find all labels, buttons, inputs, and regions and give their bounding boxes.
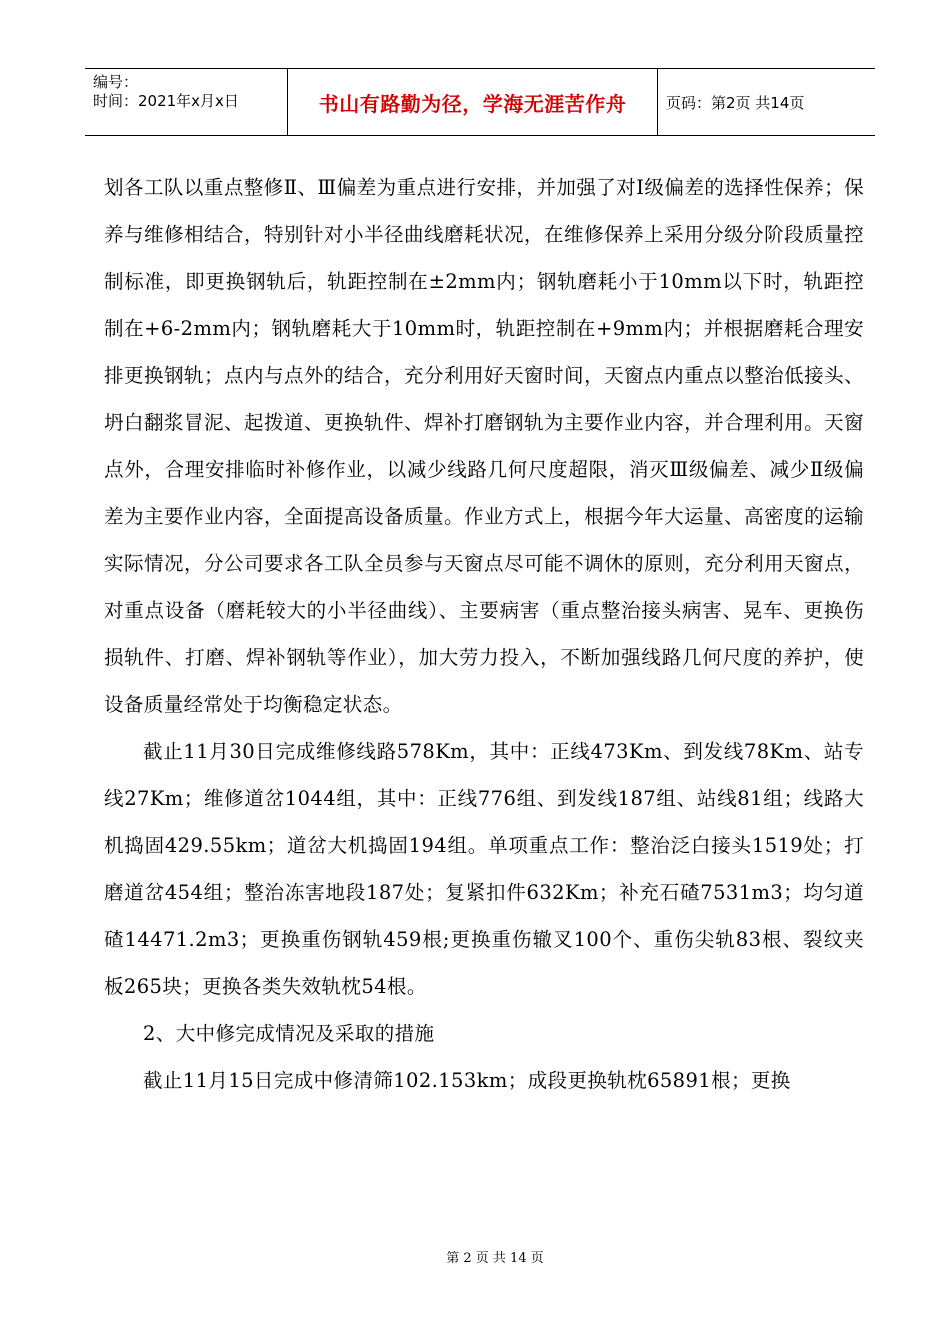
document-body — [104, 164, 864, 1104]
page-header — [85, 68, 875, 136]
header-meta — [85, 69, 288, 135]
page-footer: 第 2 页 共 14 页 — [446, 1251, 544, 1266]
header-page-info: 页码：第2页 共14页 — [666, 93, 805, 112]
paragraph-1: 划各工队以重点整修Ⅱ、Ⅲ偏差为重点进行安排，并加强了对Ⅰ级偏差的选择性保养；保养与维修相结合，特别针对小半径曲线磨耗状况，在维修保养上采用分级分阶段质量控制标准，即更换钢轨后，轨距控制在±2mm内；钢轨磨耗小于10mm以下时，轨距控制在+6-2mm内；钢轨磨耗大于10mm时，轨距控制在+9mm内；并根据磨耗合理安排更换钢轨；点内与点外的结合，充分利用好天窗时间，天窗点内重点以整治低接头、坍白翻浆冒泥、起拨道、更换轨件、焊补打磨钢轨为主要作业内容，并合理利用。天窗点外，合理安排临时补修作业，以减少线路几何尺度超限，消灭Ⅲ级偏差、减少Ⅱ级偏差为主要作业内容，全面提高设备质量。作业方式上，根据今年大运量、高密度的运输实际情况，分公司要求各工队全员参与天窗点尽可能不调休的原则，充分利用天窗点，对重点设备（磨耗较大的小半径曲线）、主要病害（重点整治接头病害、晃车、更换伤损轨件、打磨、焊补钢轨等作业），加大劳力投入，不断加强线路几何尺度的养护，使设备质量经常处于均衡稳定状态。 — [104, 176, 864, 716]
document-time-label: 时间：2021年x月x日 — [93, 92, 239, 110]
header-motto: 书山有路勤为径，学海无涯苦作舟 — [288, 69, 658, 135]
paragraph-3: 截止11月15日完成中修清筛102.153km；成段更换轨枕65891根；更换 — [143, 1069, 791, 1092]
document-number-label: 编号： — [93, 73, 139, 91]
paragraph-2: 截止11月30日完成维修线路578Km，其中：正线473Km、到发线78Km、站专线27Km；维修道岔1044组，其中：正线776组、到发线187组、站线81组；线路大机捣固429.55km；道岔大机捣固194组。单项重点工作：整治泛白接头1519处；打磨道岔454组；整治冻害地段187处；复紧扣件632Km；补充石碴7531m3；均匀道碴14471.2m3；更换重伤钢轨459根;更换重伤辙叉100个、重伤尖轨83根、裂纹夹板265块；更换各类失效轨枕54根。 — [104, 740, 864, 998]
section-heading: 2、大中修完成情况及采取的措施 — [143, 1022, 435, 1045]
